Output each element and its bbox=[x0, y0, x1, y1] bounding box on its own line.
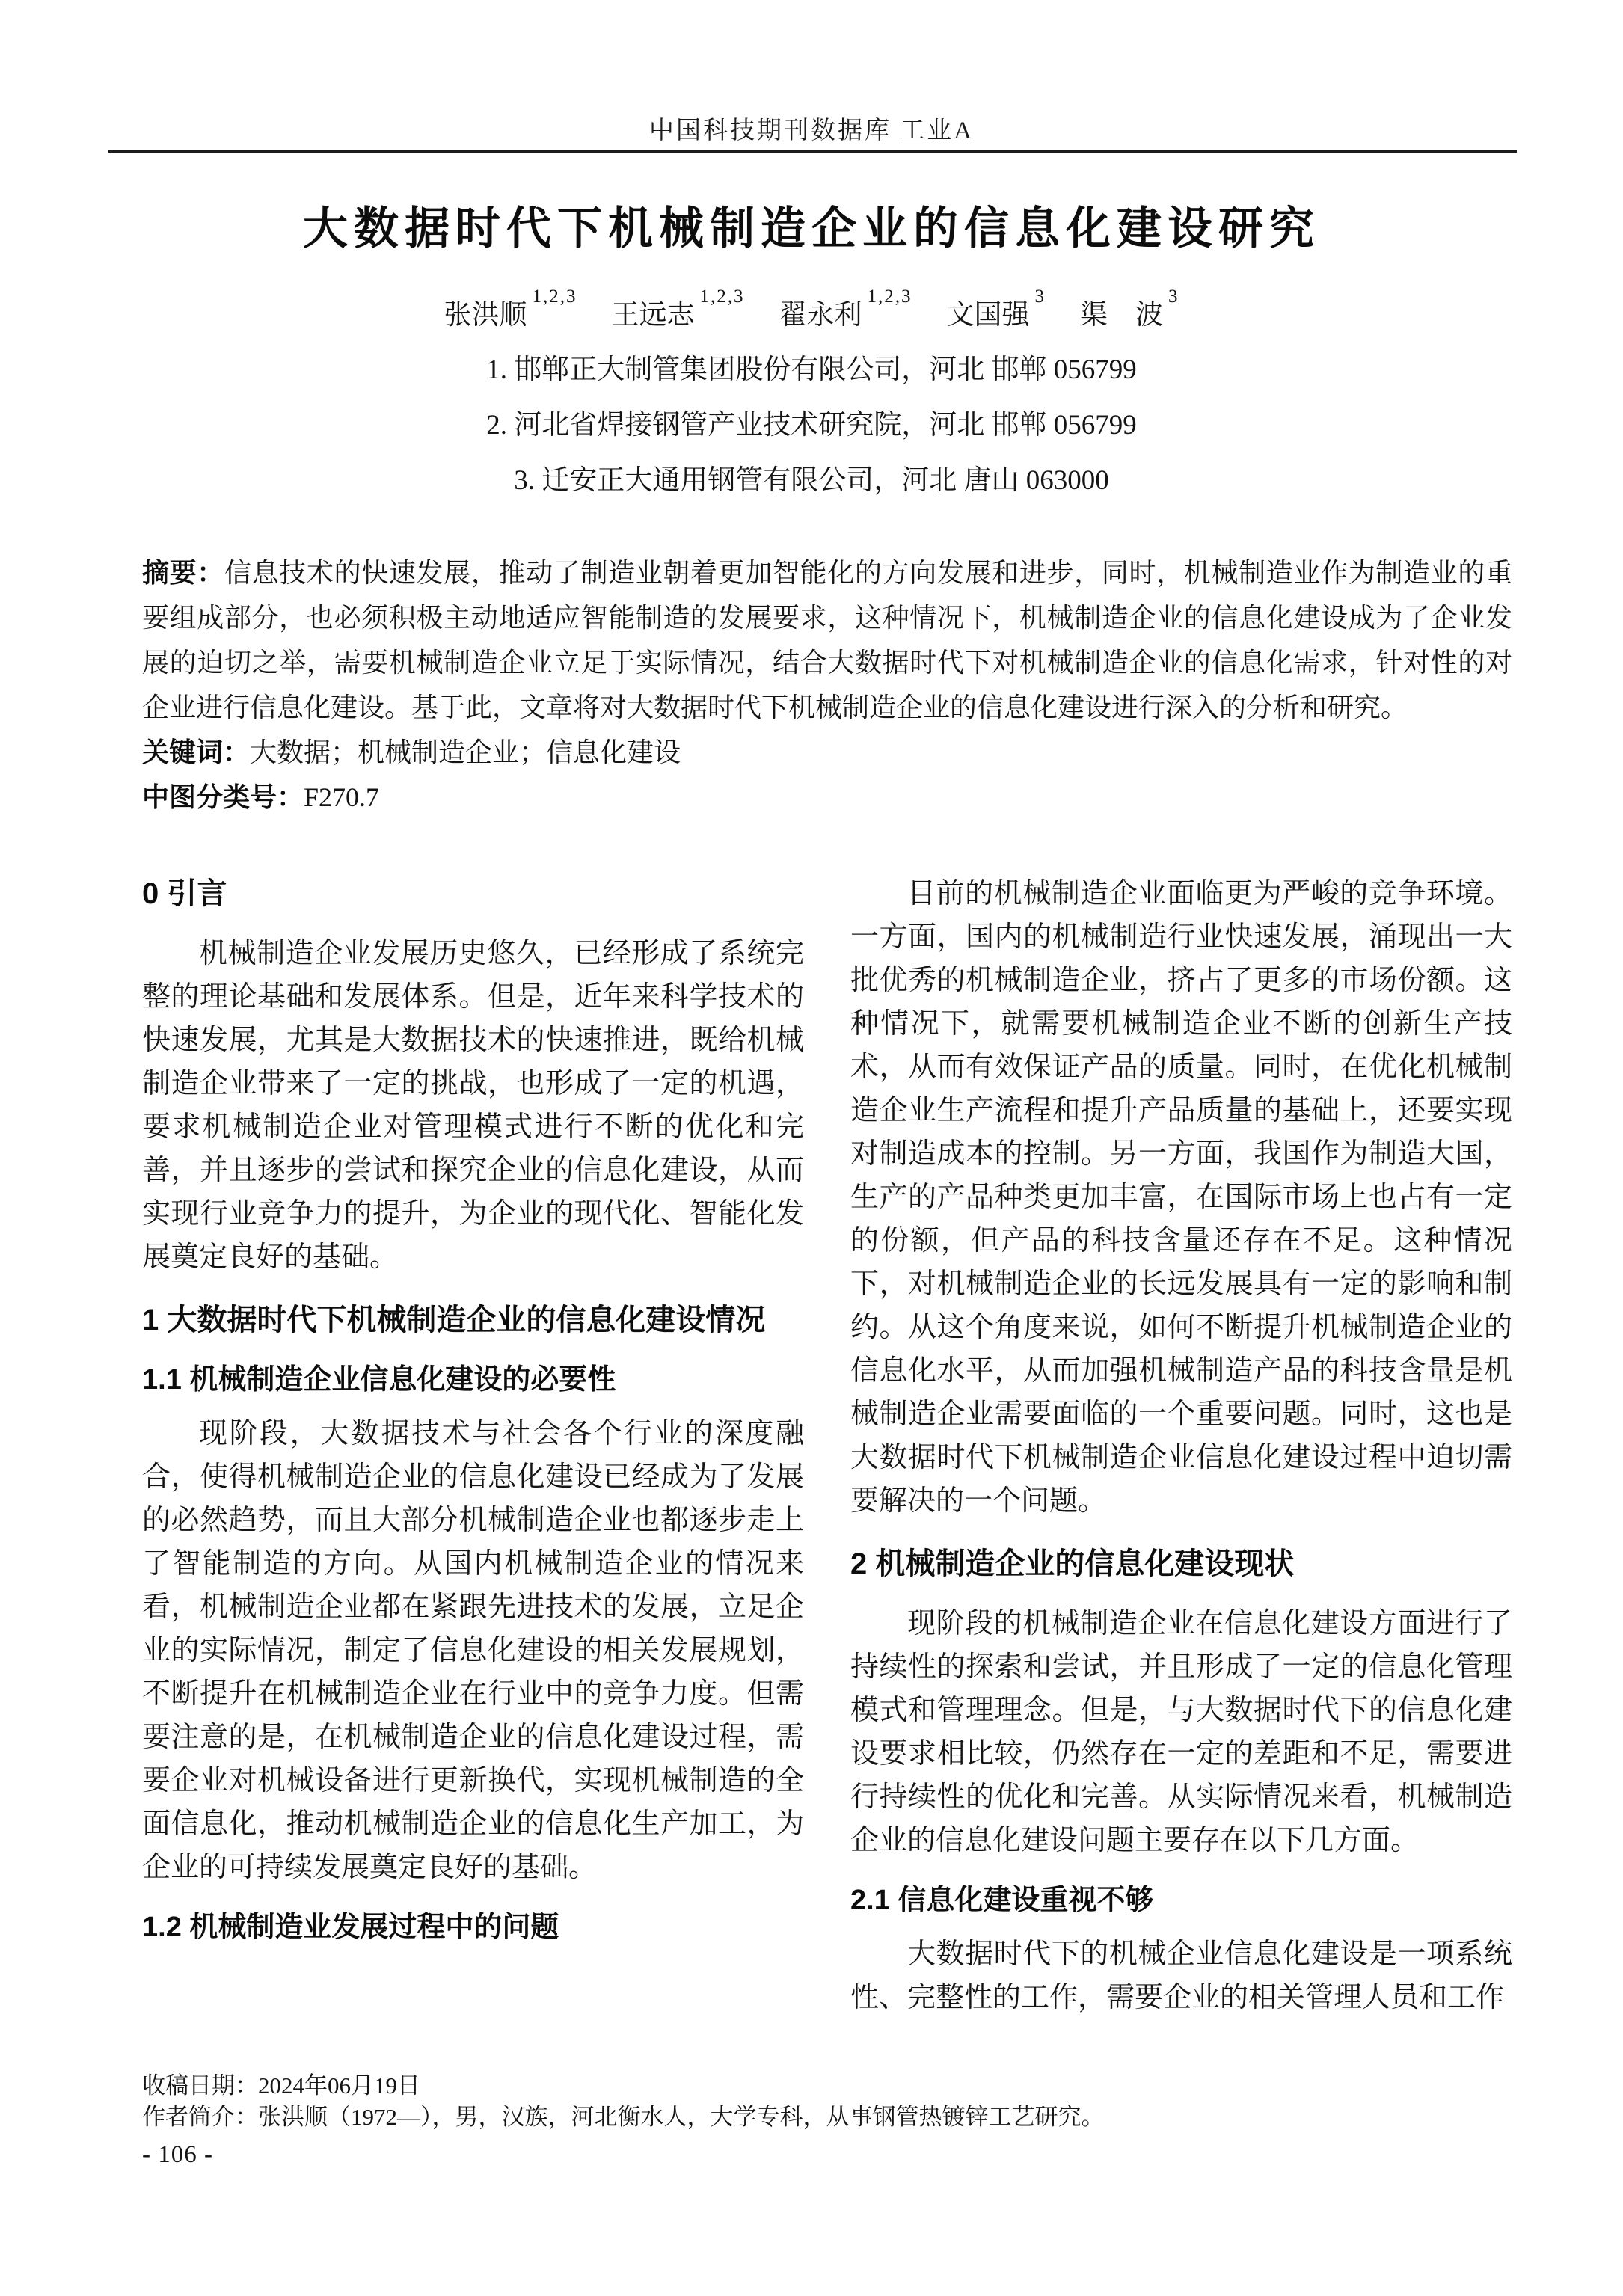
received-date-line bbox=[142, 2070, 1512, 2102]
affiliation-line: 1. 邯郸正大制管集团股份有限公司，河北 邯郸 056799 bbox=[486, 354, 1137, 385]
left-column bbox=[142, 869, 804, 2066]
author-affiliation-superscript: 3 bbox=[1168, 286, 1179, 307]
author-name: 张洪顺 bbox=[444, 300, 527, 331]
abstract-paragraph bbox=[142, 550, 1512, 730]
keywords-line bbox=[142, 730, 1512, 775]
author bbox=[1080, 286, 1179, 332]
author-name: 翟永利 bbox=[779, 300, 862, 331]
abstract-block bbox=[142, 550, 1512, 820]
body-paragraph: 大数据时代下的机械企业信息化建设是一项系统性、完整性的工作，需要企业的相关管理人员和工作 bbox=[850, 1939, 1512, 2013]
two-column-body bbox=[142, 869, 1512, 2066]
author bbox=[946, 286, 1046, 332]
received-date-label: 收稿日期： bbox=[142, 2072, 258, 2099]
journal-header: 中国科技期刊数据库 工业A bbox=[648, 117, 975, 144]
body-paragraph: 目前的机械制造企业面临更为严峻的竞争环境。一方面，国内的机械制造行业快速发展，涌现出一大批优秀的机械制造企业，挤占了更多的市场份额。这种情况下，就需要机械制造企业不断的创新生产技术，从而有效保证产品的质量。同时，在优化机械制造企业生产流程和提升产品质量的基础上，还要实现对制造成本的控制。另一方面，我国作为制造大国，生产的产品种类更加丰富，在国际市场上也占有一定的份额，但产品的科技含量还存在不足。这种情况下，对机械制造企业的长远发展具有一定的影响和制约。从这个角度来说，如何不断提升机械制造企业的信息化水平，从而加强机械制造产品的科技含量是机械制造企业需要面临的一个重要问题。同时，这也是大数据时代下机械制造企业信息化建设过程中迫切需要解决的一个问题。 bbox=[850, 878, 1512, 1517]
abstract-text: 信息技术的快速发展，推动了制造业朝着更加智能化的方向发展和进步，同时，机械制造业作为制造业的重要组成部分，也必须积极主动地适应智能制造的发展要求，这种情况下，机械制造企业的信息化建设成为了企业发展的迫切之举，需要机械制造企业立足于实际情况，结合大数据时代下对机械制造企业的信息化需求，针对性的对企业进行信息化建设。基于此，文章将对大数据时代下机械制造企业的信息化建设进行深入的分析和研究。 bbox=[142, 558, 1512, 722]
author-bio-label: 作者简介： bbox=[142, 2104, 258, 2130]
affiliation-line: 3. 迁安正大通用钢管有限公司，河北 唐山 063000 bbox=[514, 465, 1109, 496]
keywords-label: 关键词： bbox=[142, 737, 251, 767]
section-heading: 0 引言 bbox=[142, 877, 227, 910]
abstract-label: 摘要： bbox=[142, 557, 224, 588]
author-affiliation-superscript: 3 bbox=[1034, 286, 1046, 307]
author-affiliation-superscript: 1,2,3 bbox=[699, 286, 745, 307]
author-line bbox=[0, 286, 1623, 332]
body-paragraph: 现阶段的机械制造企业在信息化建设方面进行了持续性的探索和尝试，并且形成了一定的信息化管理模式和管理理念。但是，与大数据时代下的信息化建设要求相比较，仍然存在一定的差距和不足，需要进行持续性的优化和完善。从实际情况来看，机械制造企业的信息化建设问题主要存在以下几方面。 bbox=[850, 1608, 1512, 1856]
author-affiliation-superscript: 1,2,3 bbox=[532, 286, 577, 307]
author-name: 文国强 bbox=[946, 300, 1030, 331]
subsection-heading: 1.2 机械制造业发展过程中的问题 bbox=[142, 1912, 559, 1943]
author-bio-line bbox=[142, 2102, 1512, 2133]
subsection-heading: 2.1 信息化建设重视不够 bbox=[850, 1885, 1154, 1916]
author-affiliation-superscript: 1,2,3 bbox=[867, 286, 912, 307]
clc-label: 中图分类号： bbox=[142, 782, 304, 812]
author bbox=[611, 286, 745, 332]
clc-value: F270.7 bbox=[304, 782, 380, 812]
page-number: - 106 - bbox=[142, 2141, 213, 2168]
body-paragraph: 现阶段，大数据技术与社会各个行业的深度融合，使得机械制造企业的信息化建设已经成为了发展的必然趋势，而且大部分机械制造企业也都逐步走上了智能制造的方向。从国内机械制造企业的情况来看，机械制造企业都在紧跟先进技术的发展，立足企业的实际情况，制定了信息化建设的相关发展规划，不断提升在机械制造企业在行业中的竞争力度。但需要注意的是，在机械制造企业的信息化建设过程，需要企业对机械设备进行更新换代，实现机械制造的全面信息化，推动机械制造企业的信息化生产加工，为企业的可持续发展奠定良好的基础。 bbox=[142, 1418, 804, 1883]
subsection-heading: 1.1 机械制造企业信息化建设的必要性 bbox=[142, 1364, 616, 1396]
right-column bbox=[850, 869, 1512, 2066]
author-bio-value: 张洪顺（1972—），男，汉族，河北衡水人，大学专科，从事钢管热镀锌工艺研究。 bbox=[258, 2104, 1105, 2130]
page-footer bbox=[142, 2070, 1512, 2170]
author bbox=[444, 286, 577, 332]
section-heading: 1 大数据时代下机械制造企业的信息化建设情况 bbox=[142, 1304, 766, 1336]
author bbox=[779, 286, 912, 332]
paper-title: 大数据时代下机械制造企业的信息化建设研究 bbox=[303, 203, 1320, 254]
received-date-value: 2024年06月19日 bbox=[258, 2072, 420, 2099]
keywords-text: 大数据；机械制造企业；信息化建设 bbox=[250, 737, 681, 767]
clc-line bbox=[142, 775, 1512, 820]
affiliation-line: 2. 河北省焊接钢管产业技术研究院，河北 邯郸 056799 bbox=[486, 410, 1137, 441]
body-paragraph: 机械制造企业发展历史悠久，已经形成了系统完整的理论基础和发展体系。但是，近年来科学技术的快速发展，尤其是大数据技术的快速推进，既给机械制造企业带来了一定的挑战，也形成了一定的机遇，要求机械制造企业对管理模式进行不断的优化和完善，并且逐步的尝试和探究企业的信息化建设，从而实现行业竞争力的提升，为企业的现代化、智能化发展奠定良好的基础。 bbox=[142, 938, 804, 1273]
affiliation-list bbox=[0, 343, 1623, 509]
author-name: 渠 波 bbox=[1080, 300, 1163, 331]
author-name: 王远志 bbox=[611, 300, 695, 331]
section-heading: 2 机械制造企业的信息化建设现状 bbox=[850, 1547, 1295, 1580]
header-rule bbox=[108, 150, 1517, 153]
